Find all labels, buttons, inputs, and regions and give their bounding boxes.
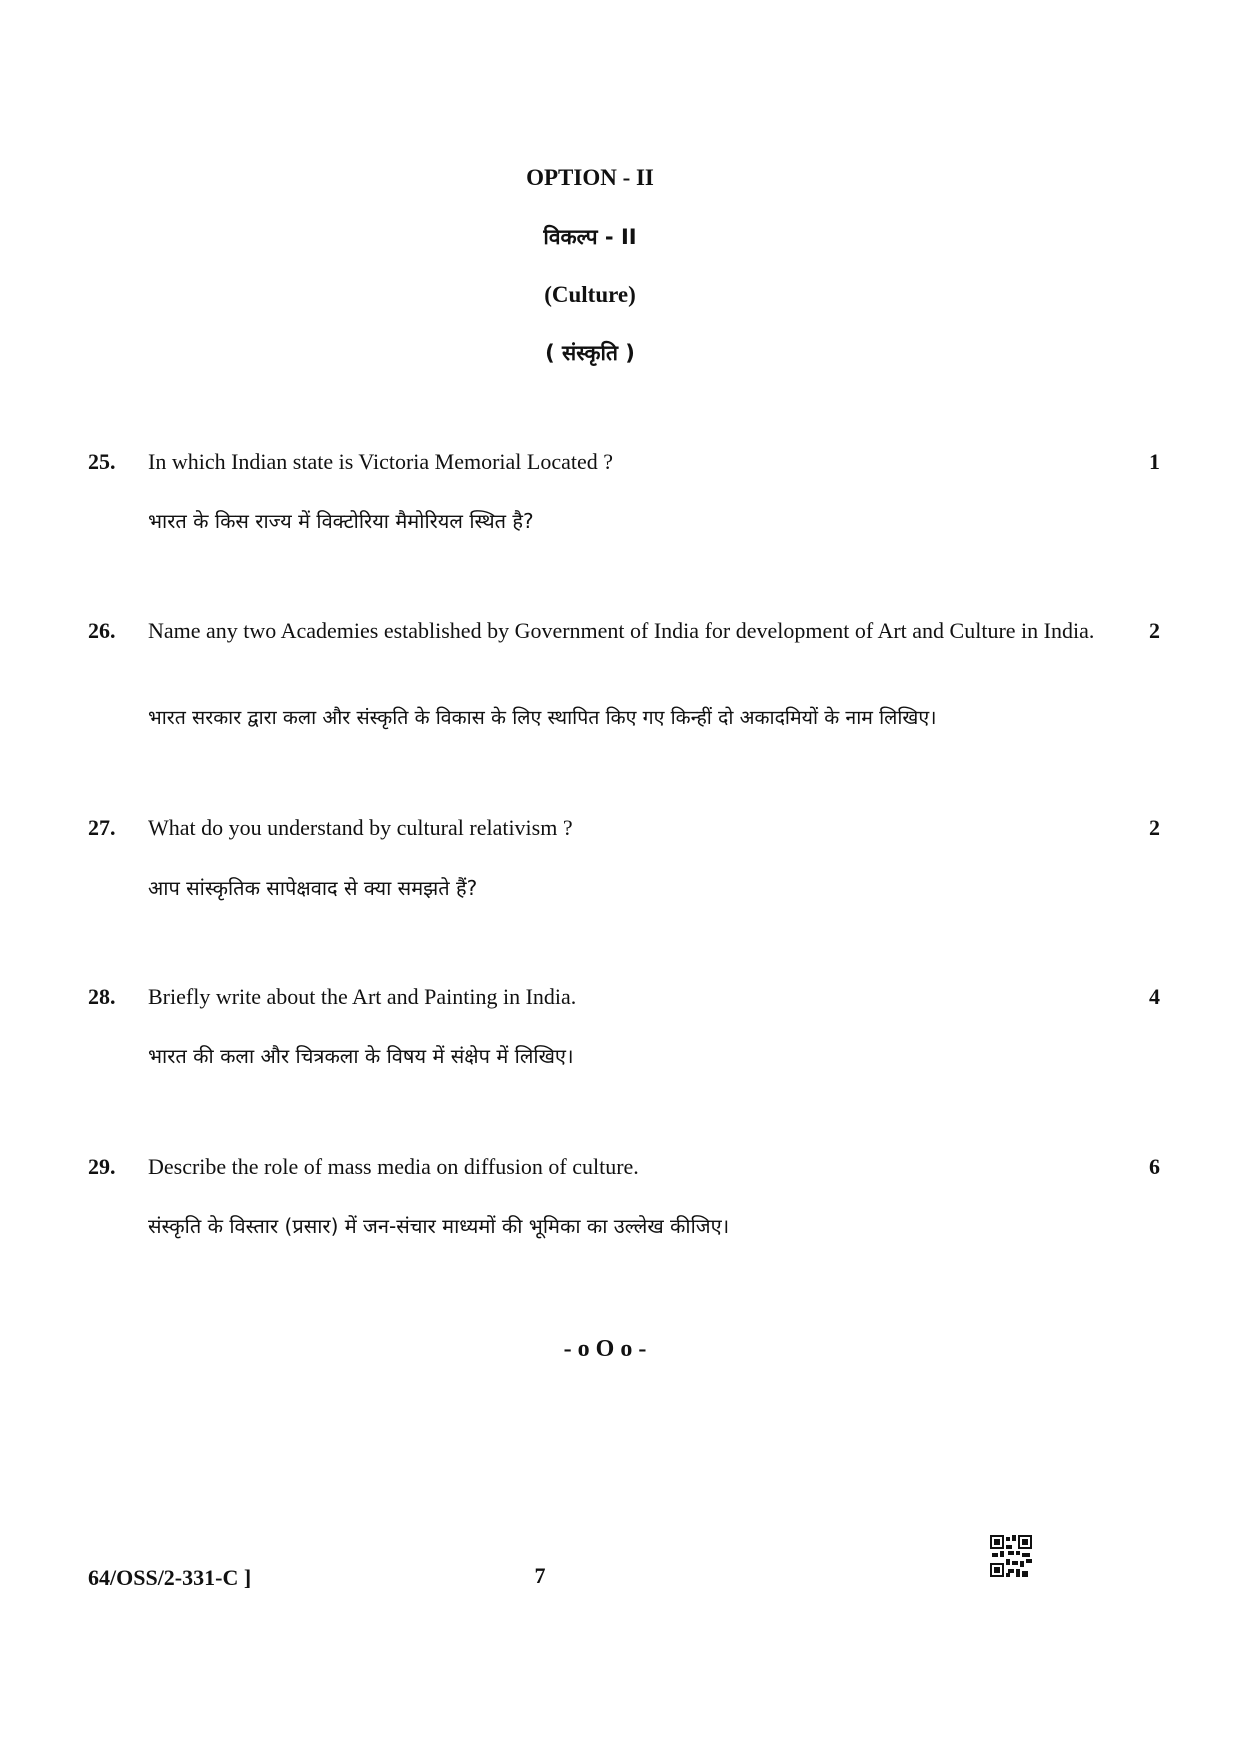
end-of-paper-mark: - o O o -	[563, 1336, 647, 1362]
question-text-en: Briefly write about the Art and Painting in India.	[148, 984, 577, 1009]
question-number: 28.	[88, 984, 116, 1009]
question-number: 27.	[88, 815, 116, 840]
question-text-hi: संस्कृति के विस्तार (प्रसार) में जन-संचार माध्यमों की भूमिका का उल्लेख कीजिए।	[148, 1214, 730, 1238]
subject-heading-hindi: ( संस्कृति )	[545, 341, 635, 365]
question-marks: 1	[1149, 449, 1160, 474]
question-text-hi: भारत सरकार द्वारा कला और संस्कृति के विकास के लिए स्थापित किए गए किन्हीं दो अकादमियों के नाम लिखिए।	[148, 706, 937, 729]
subject-heading: (Culture)	[544, 282, 636, 307]
question-text-en: What do you understand by cultural relativism ?	[148, 815, 573, 840]
question-text-en: In which Indian state is Victoria Memorial Located ?	[148, 449, 614, 474]
question-text-en: Name any two Academies established by Government of India for development of Art and Culture in India.	[148, 618, 1095, 643]
question-number: 25.	[88, 449, 116, 474]
question-marks: 2	[1149, 618, 1160, 643]
paper-code: 64/OSS/2-331-C ]	[88, 1565, 252, 1590]
question-marks: 4	[1149, 984, 1160, 1009]
question-text-en: Describe the role of mass media on diffusion of culture.	[148, 1154, 639, 1179]
question-text-hi: भारत के किस राज्य में विक्टोरिया मैमोरियल स्थित है?	[148, 509, 534, 533]
qr-code-icon	[990, 1535, 1032, 1577]
option-heading-hindi: विकल्प - II	[543, 225, 637, 249]
question-marks: 6	[1149, 1154, 1160, 1179]
option-heading: OPTION - II	[526, 165, 654, 190]
question-marks: 2	[1149, 815, 1160, 840]
question-text-hi: आप सांस्कृतिक सापेक्षवाद से क्या समझते हैं?	[148, 876, 478, 900]
page-number: 7	[534, 1563, 546, 1588]
question-number: 26.	[88, 618, 116, 643]
question-number: 29.	[88, 1154, 116, 1179]
question-text-hi: भारत की कला और चित्रकला के विषय में संक्षेप में लिखिए।	[148, 1044, 574, 1068]
